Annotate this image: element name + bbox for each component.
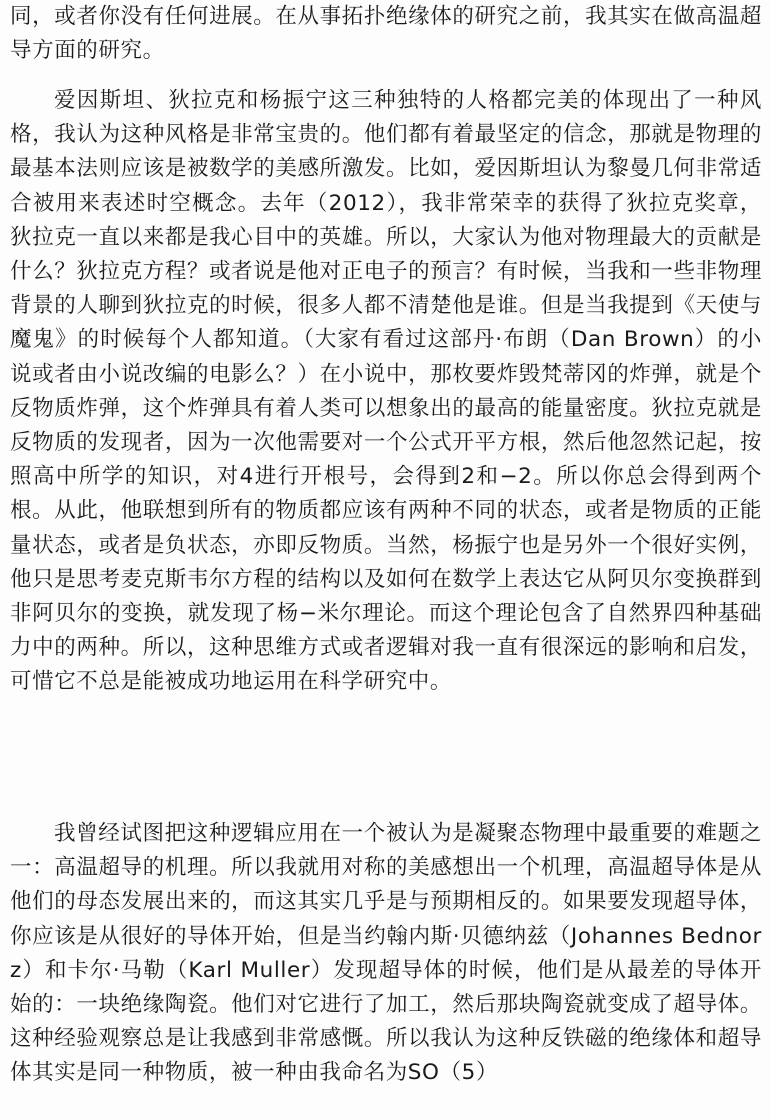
paragraph-1: 同，或者你没有任何进展。在从事拓扑绝缘体的研究之前，我其实在做高温超导方面的研究。 [10,4,762,64]
paragraph-2: 爱因斯坦、狄拉克和杨振宁这三种独特的人格都完美的体现出了一种风格，我认为这种风格是非常宝贵的。他们都有着最坚定的信念，那就是物理的最基本法则应该是被数学的美感所激发。比如，爱因斯坦认为黎曼几何非常适合被用来表述时空概念。去年（2012），我非常荣幸的获得了狄拉克奖章，狄拉克一直以来都是我心目中的英雄。所以，大家认为他对物理最大的贡献是什么？狄拉克方程？或者说是他对正电子的预言？有时候，当我和一些非物理背景的人聊到狄拉克的时候，很多人都不清楚他是谁。但是当我提到《天使与魔鬼》的时候每个人都知道。（大家有看过这部丹·布朗（Dan Brown）的小说或者由小说改编的电影么？）在小说中，那枚要炸毁梵蒂冈的炸弹，就是个反物质炸弹，这个炸弹具有着人类可以想象出的最高的能量密度。狄拉克就是反物质的发现者，因为一次他需要对一个公式开平方根，然后他忽然记起，按照高中所学的知识，对4进行开根号，会得到2和−2。所以你总会得到两个根。从此，他联想到所有的物质都应该有两种不同的状态，或者是物质的正能量状态，或者是负状态，亦即反物质。当然，杨振宁也是另外一个很好实例，他只是思考麦克斯韦尔方程的结构以及如何在数学上表达它从阿贝尔变换群到非阿贝尔的变换，就发现了杨−米尔理论。而这个理论包含了自然界四种基础力中的两种。所以，这种思维方式或者逻辑对我一直有很深远的影响和启发，可惜它不总是能被成功地运用在科学研究中。 [10,88,762,695]
paragraph-3: 我曾经试图把这种逻辑应用在一个被认为是凝聚态物理中最重要的难题之一：高温超导的机理。所以我就用对称的美感想出一个机理，高温超导体是从他们的母态发展出来的，而这其实几乎是与预期相反的。如果要发现超导体，你应该是从很好的导体开始，但是当约翰内斯·贝德纳兹（Johannes Bednorz）和卡尔·马勒（Karl Muller）发现超导体的时候，他们是从最差的导体开始的：一块绝缘陶瓷。他们对它进行了加工，然后那块陶瓷就变成了超导体。这种经验观察总是让我感到非常感慨。所以我认为这种反铁磁的绝缘体和超导体其实是同一种物质，被一种由我命名为SO（5） [10,821,762,1086]
